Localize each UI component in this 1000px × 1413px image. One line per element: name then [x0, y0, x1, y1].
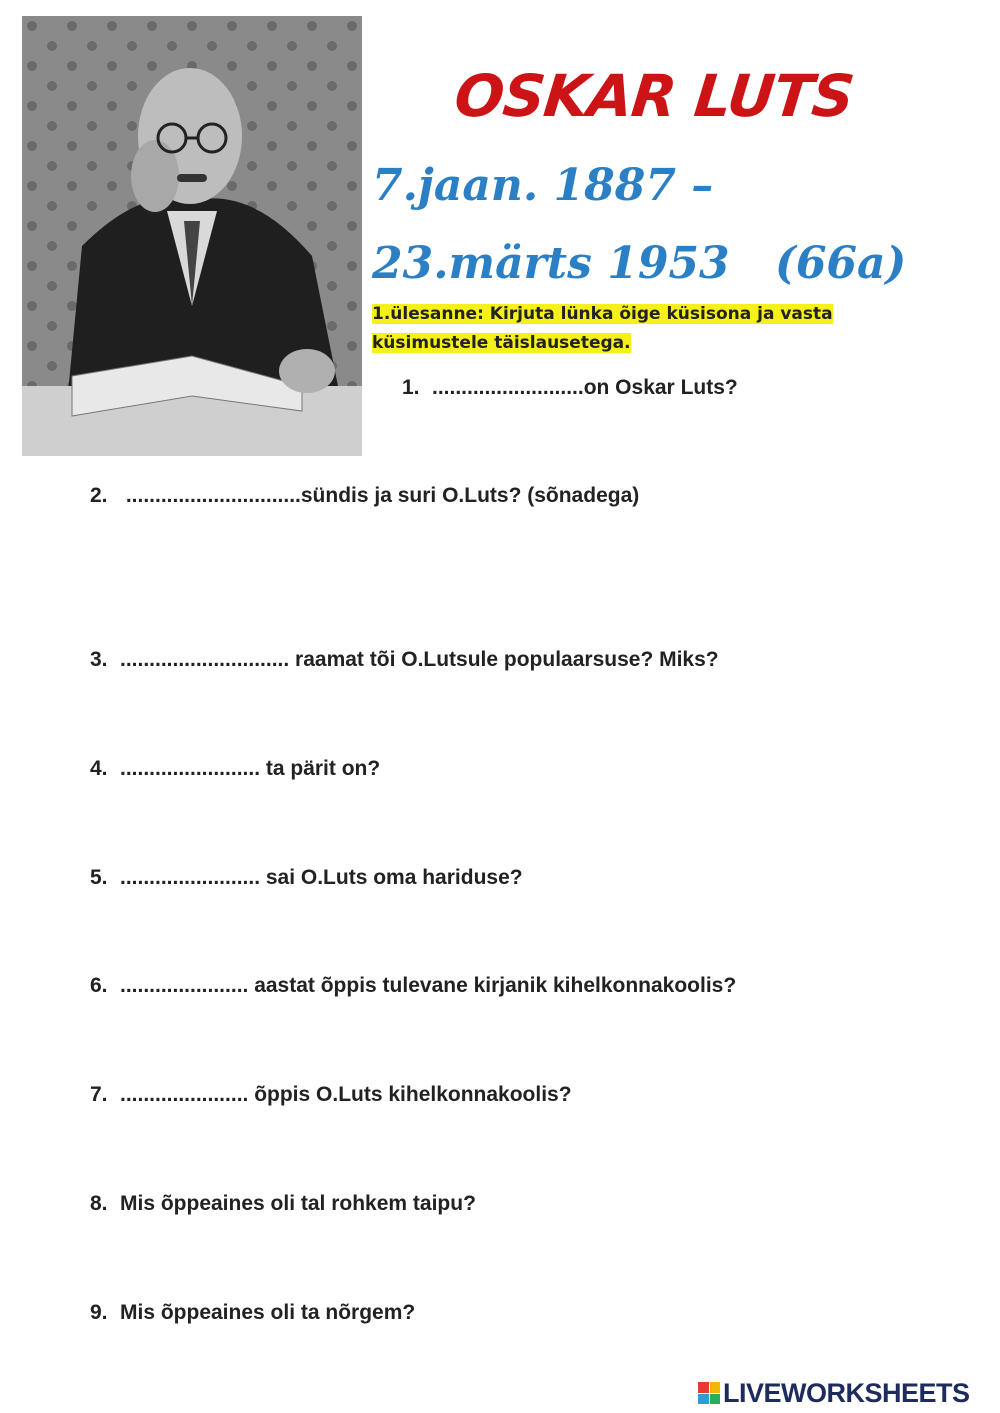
age-label: (66a) [775, 238, 907, 289]
question-9[interactable] [90, 1301, 415, 1325]
question-5[interactable] [90, 866, 523, 890]
logo-text: LIVEWORKSHEETS [723, 1377, 970, 1408]
question-number: 4. [90, 757, 108, 780]
question-number: 5. [90, 866, 108, 889]
question-number: 8. [90, 1192, 108, 1215]
task-line-1: 1.ülesanne: Kirjuta lünka õige küsisona ja vasta [372, 304, 833, 324]
liveworksheets-logo[interactable] [698, 1378, 970, 1408]
question-3[interactable] [90, 648, 719, 672]
task-line-2: küsimustele täislausetega. [372, 333, 631, 353]
portrait-illustration [22, 16, 362, 456]
death-date: 23.märts 1953 [372, 238, 730, 289]
question-text: ............................. raamat tõi O.Lutsule populaarsuse? Miks? [120, 648, 719, 671]
question-6[interactable] [90, 974, 736, 998]
question-text: ..........................on Oskar Luts? [432, 376, 738, 399]
question-number: 2. [90, 484, 108, 507]
page-title: OSKAR LUTS [451, 62, 857, 130]
portrait-photo [22, 16, 362, 456]
logo-grid-icon [698, 1382, 720, 1404]
task-instructions [372, 300, 852, 358]
question-number: 6. [90, 974, 108, 997]
question-text: Mis õppeaines oli ta nõrgem? [120, 1301, 416, 1324]
question-text: ...................... aastat õppis tulevane kirjanik kihelkonnakoolis? [120, 974, 737, 997]
question-number: 1. [402, 376, 420, 399]
question-2[interactable] [90, 484, 639, 508]
question-text: ........................ ta pärit on? [120, 757, 381, 780]
question-number: 3. [90, 648, 108, 671]
question-text: ..............................sündis ja suri O.Luts? (sõnadega) [120, 484, 640, 507]
question-4[interactable] [90, 757, 380, 781]
question-1[interactable] [402, 376, 738, 400]
question-8[interactable] [90, 1192, 476, 1216]
question-text: ...................... õppis O.Luts kihelkonnakoolis? [120, 1083, 572, 1106]
question-text: ........................ sai O.Luts oma hariduse? [120, 866, 523, 889]
birth-date: 7.jaan. 1887 – [372, 160, 714, 211]
question-7[interactable] [90, 1083, 572, 1107]
question-text: Mis õppeaines oli tal rohkem taipu? [120, 1192, 476, 1215]
question-number: 7. [90, 1083, 108, 1106]
question-number: 9. [90, 1301, 108, 1324]
